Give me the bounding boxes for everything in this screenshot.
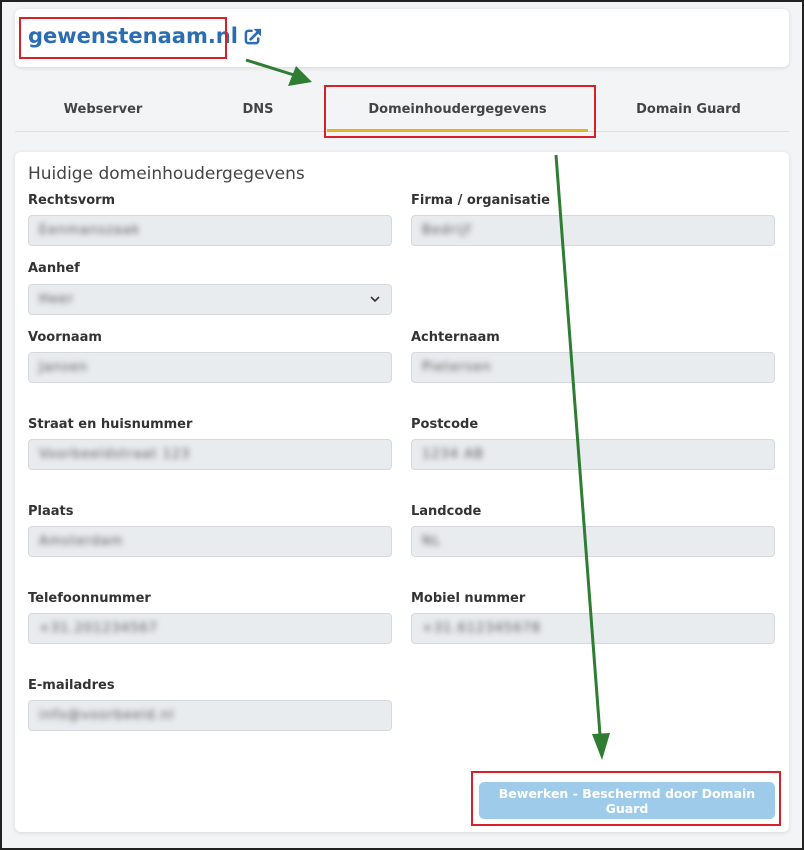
- field-value: NL: [422, 534, 441, 549]
- plaats-field[interactable]: [28, 526, 392, 557]
- label-plaats: Plaats: [28, 504, 74, 519]
- tab-label: Domain Guard: [636, 101, 741, 117]
- tab-domain-guard[interactable]: [588, 86, 789, 132]
- label-aanhef: Aanhef: [28, 261, 80, 276]
- label-postcode: Postcode: [411, 417, 479, 432]
- label-voornaam: Voornaam: [28, 330, 102, 345]
- tab-webserver[interactable]: [15, 86, 191, 132]
- edit-button[interactable]: Bewerken - Beschermd door Domain Guard: [479, 782, 775, 819]
- tab-domeinhoudergegevens[interactable]: [327, 86, 588, 132]
- label-rechtsvorm: Rechtsvorm: [28, 193, 116, 208]
- label-mobiel: Mobiel nummer: [411, 591, 526, 606]
- rechtsvorm-field[interactable]: [28, 215, 392, 246]
- field-value: info@voorbeeld.nl: [39, 708, 175, 723]
- chevron-down-icon: [369, 293, 381, 305]
- landcode-field[interactable]: [411, 526, 775, 557]
- field-value: Eenmanszaak: [39, 223, 141, 238]
- domain-link[interactable]: [28, 24, 263, 48]
- achternaam-field[interactable]: [411, 352, 775, 383]
- label-telefoon: Telefoonnummer: [28, 591, 151, 606]
- field-value: Jansen: [39, 360, 89, 375]
- tab-bar: [15, 86, 789, 132]
- aanhef-select[interactable]: [28, 284, 392, 315]
- field-value: +31.201234567: [39, 621, 159, 636]
- label-straat: Straat en huisnummer: [28, 417, 193, 432]
- field-value: Pietersen: [422, 360, 492, 375]
- organisatie-field[interactable]: [411, 215, 775, 246]
- voornaam-field[interactable]: [28, 352, 392, 383]
- field-value: Amsterdam: [39, 534, 124, 549]
- field-value: Voorbeeldstraat 123: [39, 447, 191, 462]
- label-organisatie: Firma / organisatie: [411, 193, 550, 208]
- tab-label: Webserver: [63, 101, 143, 117]
- email-field[interactable]: [28, 700, 392, 731]
- label-achternaam: Achternaam: [411, 330, 500, 345]
- straat-field[interactable]: [28, 439, 392, 470]
- field-value: Heer: [39, 292, 75, 307]
- section-title: Huidige domeinhoudergegevens: [28, 164, 305, 184]
- label-email: E-mailadres: [28, 678, 115, 693]
- postcode-field[interactable]: [411, 439, 775, 470]
- domain-name: gewenstenaam.nl: [28, 24, 238, 48]
- label-landcode: Landcode: [411, 504, 482, 519]
- tab-label: Domeinhoudergegevens: [368, 101, 547, 117]
- tab-dns[interactable]: [191, 86, 325, 132]
- telefoon-field[interactable]: [28, 613, 392, 644]
- field-value: Bedrijf: [422, 223, 472, 238]
- external-link-icon: [244, 27, 263, 46]
- field-value: 1234 AB: [422, 447, 485, 462]
- field-value: +31.612345678: [422, 621, 542, 636]
- mobiel-field[interactable]: [411, 613, 775, 644]
- tab-label: DNS: [242, 101, 274, 117]
